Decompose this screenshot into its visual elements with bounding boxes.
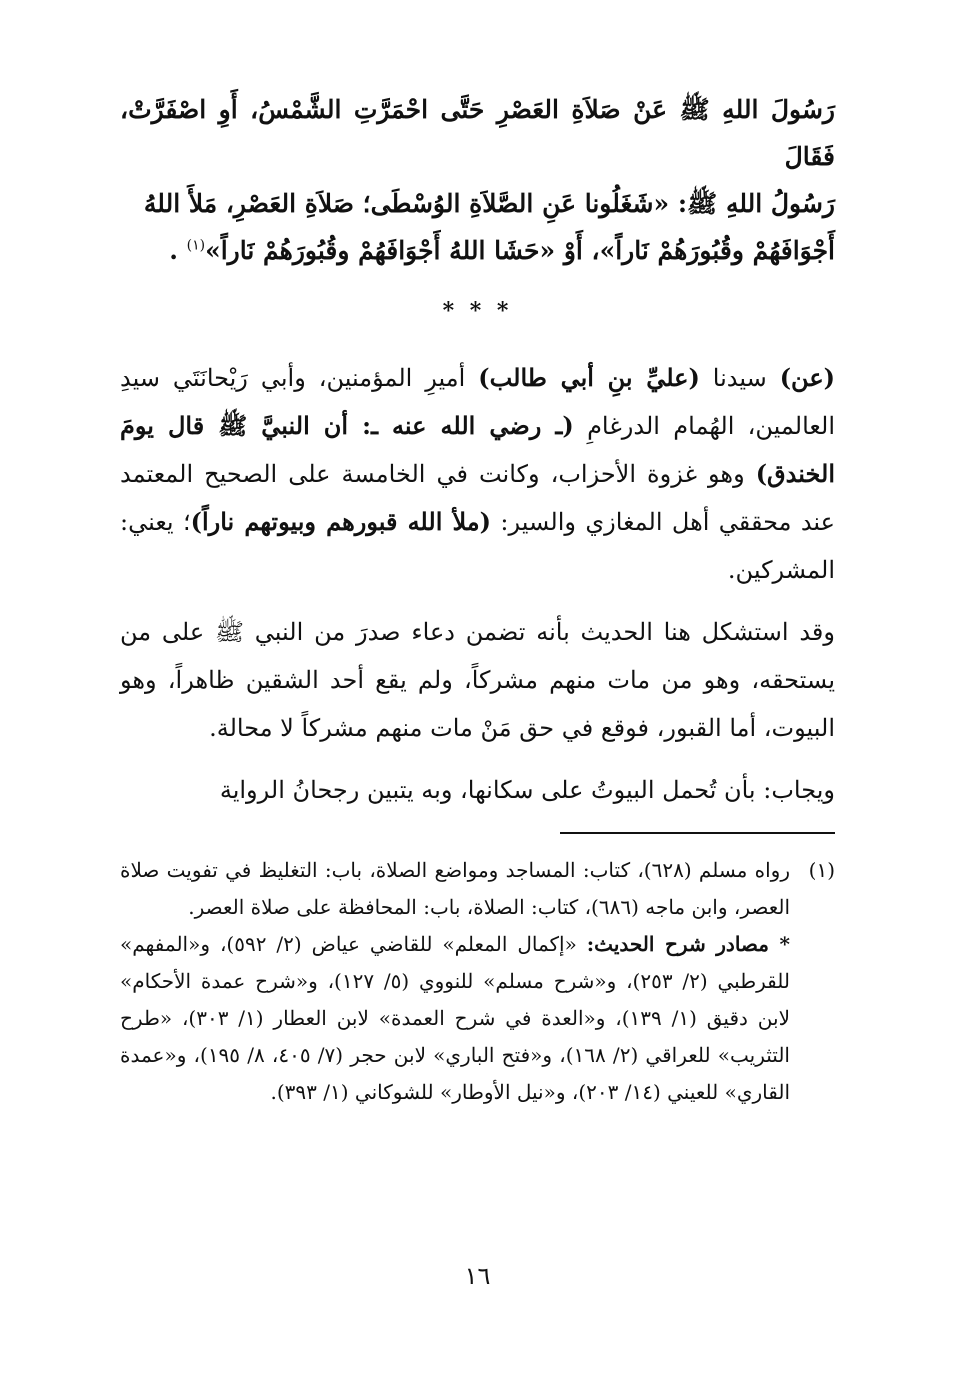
p1-seg-5: (ـ رضي الله عنه ـ: أن النبيَّ ﷺ قال يومَ الخندق) bbox=[120, 411, 835, 488]
paragraph-1 bbox=[120, 354, 835, 594]
hadith-end: . bbox=[169, 236, 178, 265]
hadith-quote bbox=[120, 86, 835, 274]
footnotes bbox=[120, 852, 835, 1111]
footnote-text: رواه مسلم (٦٢٨)، كتاب: المساجد ومواضع الصلاة، باب: التغليظ في تفويت صلاة العصر، وابن ماجه (٦٨٦)، كتاب: الصلاة، باب: المحافظة على صلاة العصر. bbox=[120, 858, 791, 919]
footnote-body bbox=[120, 852, 790, 1111]
footnote-number: (١) bbox=[808, 858, 835, 882]
p1-seg-4: أميرِ المؤمنين، وأبي رَيْحانَتَي سيدِ العالمين، الهُمام الدرغامِ bbox=[120, 364, 835, 440]
paragraph-2 bbox=[120, 608, 835, 752]
section-divider: * * * bbox=[442, 298, 513, 324]
page-number: ١٦ bbox=[464, 1262, 491, 1290]
p1-seg-8: ؛ يعني: المشركين. bbox=[120, 508, 835, 584]
hadith-line-1: رَسُولَ اللهِ ﷺ عَنْ صَلاَةِ العَصْرِ حَتَّى احْمَرَّتِ الشَّمْسُ، أَوِ اصْفَرَّتْ، فَقَالَ bbox=[120, 95, 835, 171]
footnote-sources bbox=[120, 926, 790, 1111]
p1-seg-1: (عن) bbox=[779, 363, 836, 392]
hadith-line-3 bbox=[120, 227, 835, 274]
footnote-divider bbox=[560, 832, 835, 834]
paragraph-3-text: ويجاب: بأن تُحمل البيوتُ على سكانها، وبه يتبين رجحانُ الرواية bbox=[219, 776, 835, 804]
p1-seg-6: وهو غزوة الأحزاب، وكانت في الخامسة على الصحيح المعتمد عند محققي أهل المغازي والسير: bbox=[120, 460, 835, 536]
p1-seg-7: (ملأ الله قبورهم وبيوتهم ناراً) bbox=[190, 507, 492, 536]
sources-text: «إكمال المعلم» للقاضي عياض (٢/ ٥٩٢)، و«المفهم» للقرطبي (٢/ ٢٥٣)، و«شرح مسلم» للنووي (٥/ ١٢٧)، و«شرح عمدة الأحكام» لابن دقيق (١/ ١٣٩)، و«العدة في شرح العمدة» لابن العطار (١/ ٣٠٣)، «طرح التثريب» للعراقي (٢/ ١٦٨)، و«فتح الباري» لابن حجر (٧/ ٤٠٥، ٨/ ١٩٥)، و«عمدة القاري» للعيني (١٤/ ٢٠٣)، و«نيل الأوطار» للشوكاني (١/ ٣٩٣). bbox=[120, 932, 790, 1104]
sources-label: * مصادر شرح الحديث: bbox=[586, 932, 790, 956]
p1-seg-3: (عليِّ بنِ أبي طالب) bbox=[478, 363, 700, 392]
footnote-1 bbox=[120, 852, 835, 1111]
paragraph-2-text: وقد استشكل هنا الحديث بأنه تضمن دعاء صدرَ من النبي ﷺ على من يستحقه، وهو من مات منهم مشركاً، ولم يقع أحد الشقين ظاهراً، وهو البيوت، أما القبور، فوقع في حق مَنْ مات منهم مشركاً لا محالة. bbox=[120, 618, 835, 742]
hadith-line-3-text: أَجْوَافَهُمْ وقُبُورَهُمْ نَاراً»، أَوْ «حَشَا اللهُ أَجْوَافَهُمْ وقُبُورَهُمْ نَاراً» bbox=[205, 236, 835, 265]
footnote-ref[interactable]: (١) bbox=[186, 237, 206, 254]
p1-seg-2: سيدنا bbox=[699, 364, 780, 392]
paragraph-3 bbox=[120, 766, 835, 814]
hadith-line-2: رَسُولُ اللهِ ﷺ: «شَغَلُونا عَنِ الصَّلاَةِ الوُسْطَى؛ صَلاَةِ العَصْرِ، مَلأَ اللهُ bbox=[143, 189, 835, 218]
